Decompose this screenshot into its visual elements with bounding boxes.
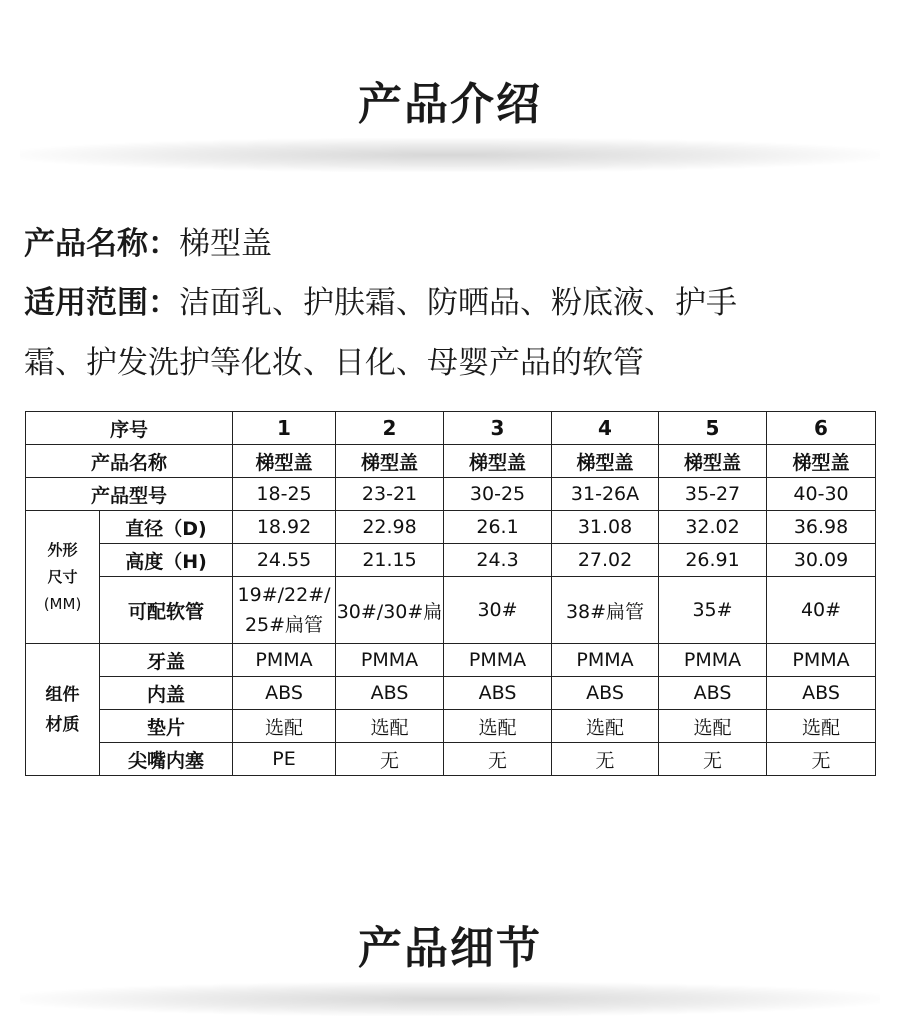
- group-label-line: 外形: [47, 540, 78, 559]
- product-name-value: 梯型盖: [179, 226, 272, 262]
- product-name-line: [24, 214, 884, 274]
- table-row: [26, 644, 876, 677]
- table-cell: 选配: [767, 710, 876, 743]
- table-cell: 18.92: [233, 511, 336, 544]
- table-cell: [233, 577, 336, 644]
- group-label-line: 组件: [45, 684, 80, 705]
- table-cell: ABS: [336, 677, 444, 710]
- row-label-cell: 牙盖: [100, 644, 233, 677]
- table-cell: PMMA: [444, 644, 552, 677]
- usage-scope-label: 适用范围：: [24, 285, 179, 321]
- table-cell: 梯型盖: [659, 445, 767, 478]
- table-cell: 40#: [767, 577, 876, 644]
- table-cell: 35-27: [659, 478, 767, 511]
- row-label-cell: 尖嘴内塞: [100, 743, 233, 776]
- row-label-cell: 可配软管: [100, 577, 233, 644]
- usage-scope-line1: 洁面乳、护肤霜、防晒品、粉底液、护手: [179, 285, 737, 321]
- table-cell: 梯型盖: [767, 445, 876, 478]
- row-label-cell: 产品名称: [26, 445, 233, 478]
- table-cell: 35#: [659, 577, 767, 644]
- cell-text-line: 19#/22#/: [237, 584, 331, 606]
- header-col-cell: 4: [552, 412, 659, 445]
- group-unit-line: (MM): [43, 594, 82, 613]
- table-cell: PMMA: [767, 644, 876, 677]
- table-cell: 30-25: [444, 478, 552, 511]
- table-cell: 26.91: [659, 544, 767, 577]
- table-cell: 梯型盖: [336, 445, 444, 478]
- table-row: [26, 445, 876, 478]
- product-name-label: 产品名称：: [24, 226, 179, 262]
- table-cell: 24.3: [444, 544, 552, 577]
- title-shadow-divider: [20, 138, 880, 172]
- table-cell: 选配: [336, 710, 444, 743]
- section-title-product-intro: 产品介绍: [358, 79, 542, 130]
- table-cell: 23-21: [336, 478, 444, 511]
- header-label-cell: 序号: [26, 412, 233, 445]
- table-cell: ABS: [233, 677, 336, 710]
- table-cell: 31.08: [552, 511, 659, 544]
- table-cell: ABS: [767, 677, 876, 710]
- table-cell: 梯型盖: [233, 445, 336, 478]
- table-cell: 无: [336, 743, 444, 776]
- table-cell: 24.55: [233, 544, 336, 577]
- table-row: [26, 577, 876, 644]
- table-cell: 无: [444, 743, 552, 776]
- spec-table: [25, 411, 876, 776]
- header-col-cell: 2: [336, 412, 444, 445]
- title-shadow-divider: [20, 982, 880, 1016]
- table-cell: 30#: [444, 577, 552, 644]
- table-cell: PMMA: [659, 644, 767, 677]
- table-cell: 无: [767, 743, 876, 776]
- group-label-line: 尺寸: [47, 567, 78, 586]
- table-cell: 梯型盖: [444, 445, 552, 478]
- table-cell: 梯型盖: [552, 445, 659, 478]
- dimension-group-cell: [26, 511, 100, 644]
- table-row: [26, 677, 876, 710]
- table-cell: 选配: [233, 710, 336, 743]
- usage-scope-block: [24, 273, 884, 393]
- table-cell: 18-25: [233, 478, 336, 511]
- table-cell: 无: [552, 743, 659, 776]
- header-col-cell: 6: [767, 412, 876, 445]
- header-col-cell: 5: [659, 412, 767, 445]
- header-col-cell: 1: [233, 412, 336, 445]
- group-label-line: 材质: [45, 714, 80, 735]
- usage-scope-line2: 霜、护发洗护等化妆、日化、母婴产品的软管: [24, 345, 644, 381]
- table-cell: ABS: [659, 677, 767, 710]
- table-cell: 38#扁管: [552, 577, 659, 644]
- table-cell: 36.98: [767, 511, 876, 544]
- table-cell: 无: [659, 743, 767, 776]
- row-label-cell: 直径（D): [100, 511, 233, 544]
- row-label-cell: 高度（H): [100, 544, 233, 577]
- row-label-cell: 产品型号: [26, 478, 233, 511]
- table-cell: 21.15: [336, 544, 444, 577]
- table-header-row: [26, 412, 876, 445]
- table-cell: PMMA: [233, 644, 336, 677]
- table-cell: 30.09: [767, 544, 876, 577]
- table-cell: PE: [233, 743, 336, 776]
- table-cell: 31-26A: [552, 478, 659, 511]
- header-col-cell: 3: [444, 412, 552, 445]
- material-group-cell: [26, 644, 100, 776]
- table-row: [26, 511, 876, 544]
- table-cell: ABS: [444, 677, 552, 710]
- table-row: [26, 478, 876, 511]
- table-cell: 26.1: [444, 511, 552, 544]
- row-label-cell: 内盖: [100, 677, 233, 710]
- table-cell: 40-30: [767, 478, 876, 511]
- table-cell: 27.02: [552, 544, 659, 577]
- table-cell: 30#/30#扁: [336, 577, 444, 644]
- table-cell: 选配: [444, 710, 552, 743]
- table-cell: PMMA: [552, 644, 659, 677]
- row-label-cell: 垫片: [100, 710, 233, 743]
- table-cell: 22.98: [336, 511, 444, 544]
- table-cell: 选配: [659, 710, 767, 743]
- cell-text-line: 25#扁管: [244, 614, 324, 636]
- table-row: [26, 710, 876, 743]
- table-cell: 32.02: [659, 511, 767, 544]
- table-row: [26, 743, 876, 776]
- table-row: [26, 544, 876, 577]
- section-title-product-details: 产品细节: [358, 923, 542, 974]
- table-cell: ABS: [552, 677, 659, 710]
- table-cell: PMMA: [336, 644, 444, 677]
- table-cell: 选配: [552, 710, 659, 743]
